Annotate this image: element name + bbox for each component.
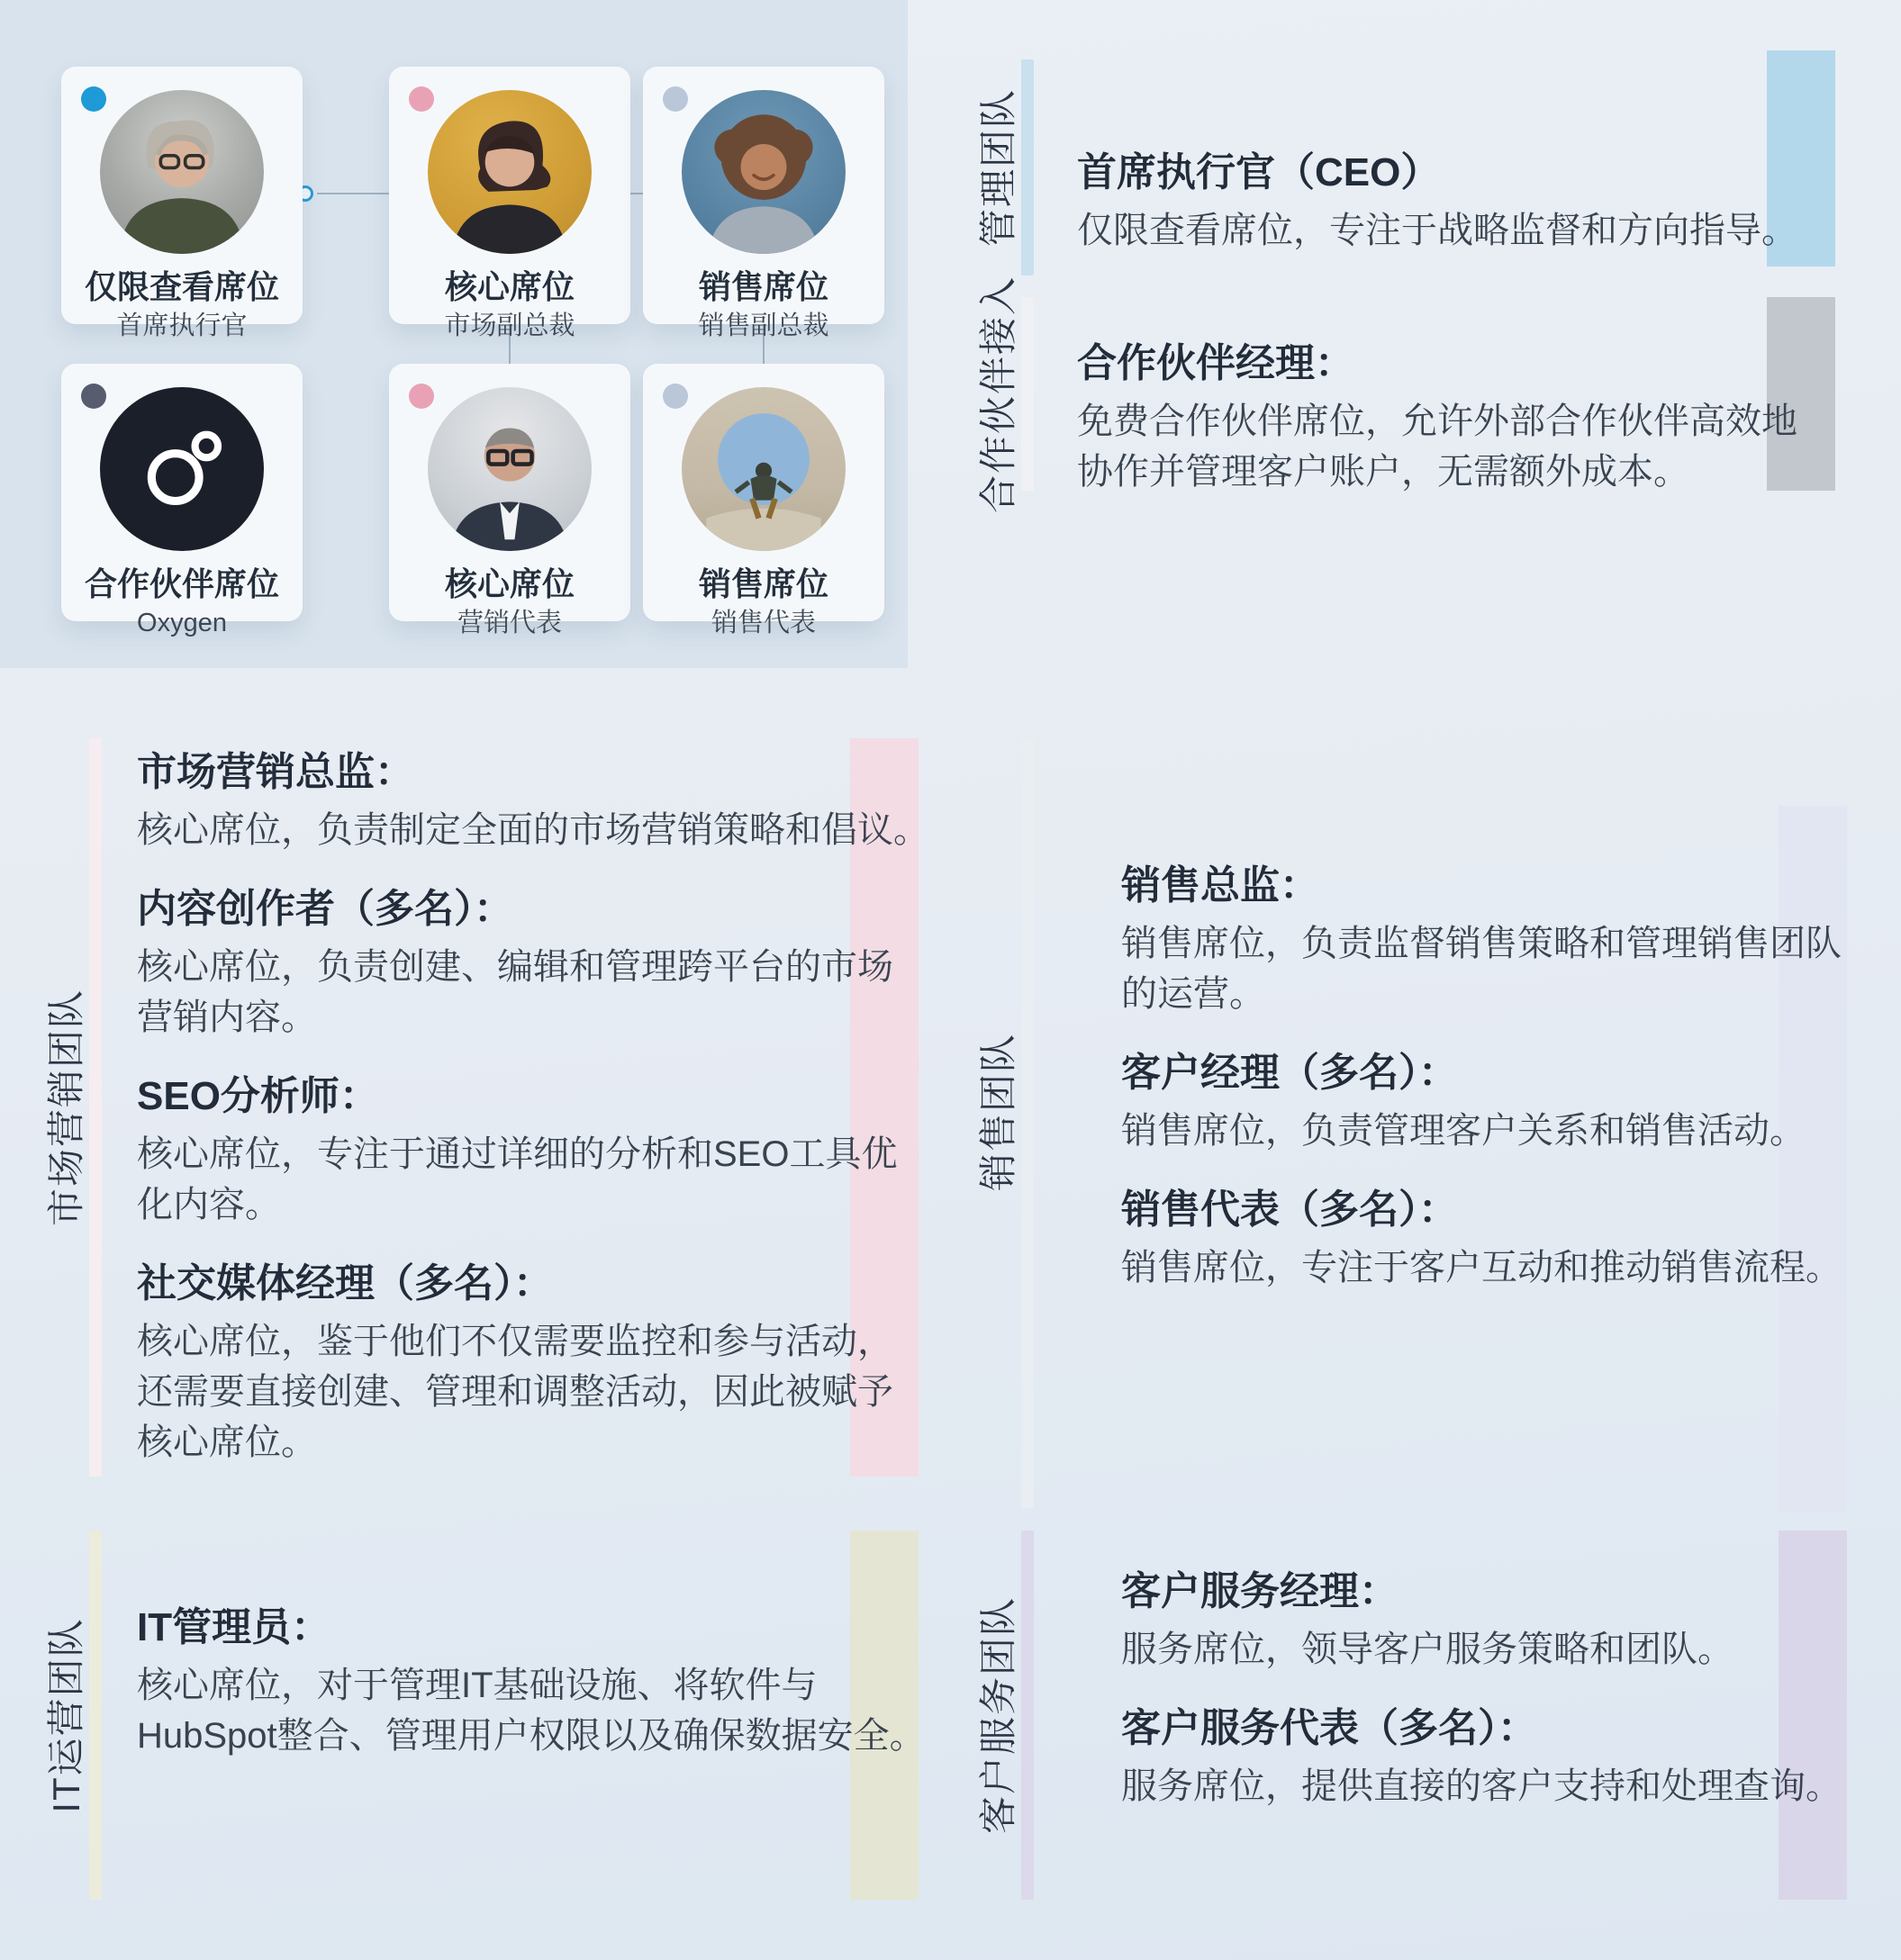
section-label-management: 管理团队 (977, 87, 1019, 248)
role-label: 营销代表 (457, 609, 562, 637)
role-heading: 客户服务代表（多名）： (1121, 1706, 1537, 1750)
org-card-marketing-vp (389, 67, 630, 340)
management-label-bar (1021, 59, 1034, 275)
role-item (137, 1073, 929, 1230)
role-label: Oxygen (137, 609, 227, 637)
avatar-ceo (100, 90, 264, 254)
avatar-sales-vp (682, 90, 846, 254)
role-desc-line: 协作并管理客户账户，无需额外成本。 (1077, 452, 1689, 492)
sales-label-bar (1021, 738, 1034, 1508)
role-item (137, 886, 929, 1043)
role-desc-line: 核心席位，鉴于他们不仅需要监控和参与活动， (137, 1322, 893, 1361)
role-desc-line: 还需要直接创建、管理和调整活动，因此被赋予 (137, 1372, 893, 1412)
section-label-sales: 销售团队 (977, 1032, 1019, 1192)
section-it-text (137, 1604, 929, 1792)
org-card-ceo (61, 67, 303, 340)
org-chart-panel (0, 0, 908, 668)
role-item (1121, 863, 1878, 1019)
oxygen-logo-icon (100, 387, 264, 551)
role-label: 首席执行官 (116, 312, 248, 340)
section-label-marketing: 市场营销团队 (45, 988, 87, 1227)
section-marketing-text (137, 749, 929, 1498)
role-heading: 客户服务经理： (1121, 1569, 1399, 1613)
connector-ceo-to-vp (317, 193, 389, 194)
section-label-partner: 合作伙伴接入 (977, 275, 1019, 514)
role-item (137, 1604, 929, 1761)
seat-type-label: 核心席位 (444, 565, 575, 602)
role-heading: 社交媒体经理（多名）： (137, 1261, 553, 1305)
avatar-marketing-rep (428, 387, 592, 551)
role-desc-line: 化内容。 (137, 1185, 281, 1224)
role-item (137, 1260, 929, 1468)
role-desc-line: 核心席位，专注于通过详细的分析和SEO工具优 (137, 1134, 898, 1174)
role-item (1121, 1568, 1878, 1675)
role-heading: 销售代表（多名）： (1121, 1188, 1458, 1232)
role-item (1077, 149, 1833, 256)
marketing-label-bar (89, 738, 102, 1477)
service-label-bar (1021, 1531, 1034, 1900)
seat-type-label: 合作伙伴席位 (84, 565, 279, 602)
seat-type-label: 仅限查看席位 (84, 268, 279, 305)
role-item (1077, 340, 1833, 497)
role-desc-line: 销售席位，专注于客户互动和推动销售流程。 (1121, 1248, 1842, 1287)
avatar-sales-rep (682, 387, 846, 551)
org-card-partner (61, 364, 303, 637)
connector-vp-to-vp (630, 193, 643, 194)
role-desc-line: 核心席位，负责制定全面的市场营销策略和倡议。 (137, 810, 929, 850)
role-desc-line: 免费合作伙伴席位，允许外部合作伙伴高效地 (1077, 402, 1797, 441)
section-label-it: IT运营团队 (45, 1617, 87, 1813)
section-management-text (1077, 149, 1833, 286)
role-item (1121, 1050, 1878, 1156)
role-item (137, 749, 929, 855)
partner-label-bar (1021, 297, 1034, 491)
role-desc-line: 服务席位，提供直接的客户支持和处理查询。 (1121, 1766, 1842, 1806)
role-desc-line: 营销内容。 (137, 998, 317, 1037)
role-desc-line: 销售席位，负责监督销售策略和管理销售团队 (1121, 924, 1842, 963)
role-desc-line: 核心席位，负责创建、编辑和管理跨平台的市场 (137, 947, 893, 987)
role-item (1121, 1705, 1878, 1811)
it-label-bar (89, 1531, 102, 1900)
role-desc-line: 核心席位，对于管理IT基础设施、将软件与 (137, 1666, 818, 1705)
role-desc-line: 服务席位，领导客户服务策略和团队。 (1121, 1630, 1734, 1669)
section-label-service: 客户服务团队 (977, 1595, 1019, 1835)
role-desc-line: HubSpot整合、管理用户权限以及确保数据安全。 (137, 1716, 926, 1756)
role-item (1121, 1187, 1878, 1293)
role-heading: 首席执行官（CEO） (1077, 150, 1441, 194)
role-label: 销售代表 (711, 609, 816, 637)
role-desc-line: 仅限查看席位，专注于战略监督和方向指导。 (1077, 211, 1797, 250)
avatar-marketing-vp (428, 90, 592, 254)
role-heading: IT管理员： (137, 1605, 331, 1649)
role-heading: 市场营销总监： (137, 750, 414, 794)
org-card-sales-rep (643, 364, 884, 637)
org-card-sales-vp (643, 67, 884, 340)
seat-type-label: 核心席位 (444, 268, 575, 305)
role-heading: 销售总监： (1121, 863, 1319, 908)
role-label: 市场副总裁 (444, 312, 575, 340)
role-desc-line: 核心席位。 (137, 1423, 317, 1462)
role-desc-line: 销售席位，负责管理客户关系和销售活动。 (1121, 1111, 1806, 1151)
seat-type-label: 销售席位 (698, 268, 828, 305)
section-partner-text (1077, 340, 1833, 528)
role-desc-line: 的运营。 (1121, 974, 1265, 1014)
role-heading: SEO分析师： (137, 1074, 379, 1118)
role-heading: 内容创作者（多名）： (137, 887, 513, 931)
role-label: 销售副总裁 (698, 312, 829, 340)
role-heading: 客户经理（多名）： (1121, 1051, 1458, 1095)
role-heading: 合作伙伴经理： (1077, 341, 1354, 385)
org-card-marketing-rep (389, 364, 630, 637)
seat-type-label: 销售席位 (698, 565, 828, 602)
section-sales-text (1121, 863, 1878, 1323)
section-service-text (1121, 1568, 1878, 1842)
